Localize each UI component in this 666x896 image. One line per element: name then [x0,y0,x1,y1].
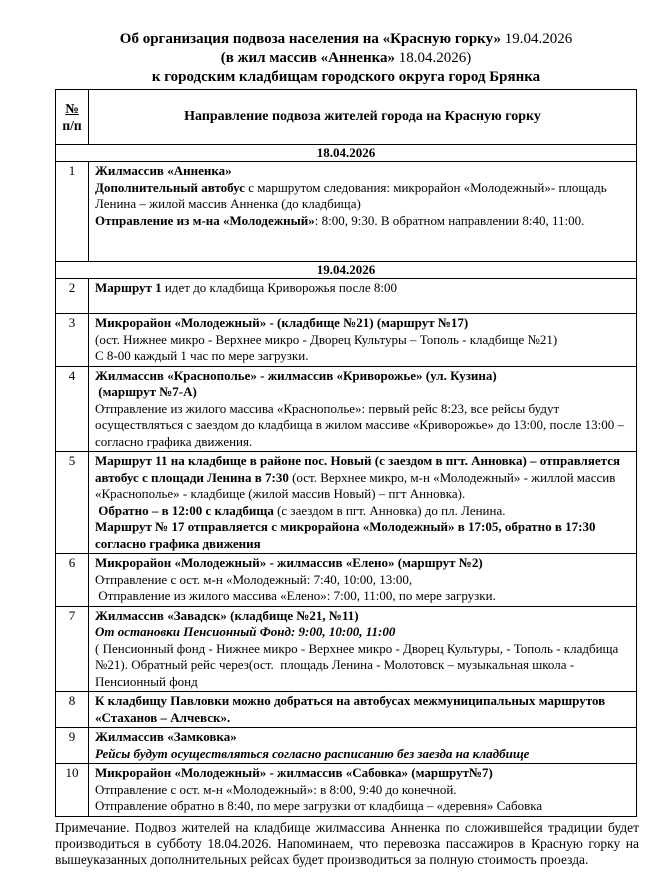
table-row [56,728,637,764]
route-paragraph [95,519,630,552]
body-text: с маршрутом следования: микрорайон «Молодежный»- площадь Ленина – жилой массив Анненка (до кладбища) [95,179,610,211]
doc-title [55,30,637,87]
bus-schedule-table [55,89,637,817]
bold-italic-text: Рейсы будут осуществляться согласно расписанию без заезда на кладбище [95,745,530,761]
route-paragraph [95,368,630,385]
row-number: 7 [56,606,89,692]
bold-text: Жилмассив «Краснополье» - жилмассив «Криворожье» (ул. Кузина) [95,367,497,383]
bold-text: Маршрут № 17 отправляется с микрорайона «Молодежный» в 17:05, обратно в 17:30 согласно графика движения [95,519,599,551]
table-header-row [56,90,637,145]
body-text: Отправление из жилого массива «Краснополье»: первый рейс 8:23, все рейсы будут осуществляться с заездом до кладбища в жилом массиве «Криворожье» до 13:00, после 13:00 – согласно графика движения. [95,400,628,449]
row-number: 9 [56,728,89,764]
row-number: 3 [56,314,89,367]
route-paragraph [95,608,630,625]
bold-text: Дополнительный автобус [95,179,246,195]
table-row [56,162,637,262]
title-bold-text: Об организация подвоза населения на «Красную горку» [119,31,505,47]
body-text: Отправление обратно в 8:40, по мере загрузки от кладбища – «деревня» Сабовка [95,798,543,813]
route-paragraph [95,163,630,180]
title-date-text: 19.04.2026 [504,31,573,47]
bold-text: Микрорайон «Молодежный» - (кладбище №21) (маршрут №17) [95,315,469,330]
row-number: 5 [56,452,89,554]
table-row [56,764,637,817]
route-paragraph [95,693,630,726]
row-content [89,764,637,817]
bold-text: Жилмассив «Анненка» [95,163,232,178]
table-row [56,366,637,452]
title-date-text: 18.04.2026) [398,50,472,66]
row-content [89,279,637,314]
footer-note: Примечание. Подвоз жителей на кладбище жилмассива Анненка по сложившейся традиции будет производиться в субботу 18.04.2026. Напоминаем, что перевозка пассажиров в Красную горку на вышеуказанных дополнительных рейсах будет производиться за полную стоимость проезда. [55,819,639,867]
route-paragraph [95,453,630,503]
route-paragraph [95,729,630,746]
table-row [56,314,637,367]
row-number: 1 [56,162,89,262]
italic-text: От остановки Пенсионный Фонд: 9:00, 10:00, 11:00 [95,624,396,639]
doc-title-line [55,30,637,49]
route-paragraph [95,624,630,641]
route-paragraph [95,765,630,782]
body-text: С 8-00 каждый 1 час по мере загрузки. [95,348,309,363]
doc-title-line [55,49,637,68]
route-paragraph [95,798,630,815]
table-row [56,554,637,607]
route-paragraph [95,332,630,349]
body-text: (ост. Верхнее микро, м-н «Молодежный» - жиллой массив «Краснополье» - кладбище (жилой массив Новый) – пгт Анновка). [95,469,619,501]
body-text: Отправление с ост. м-н «Молодежный»: в 8:00, 9:40 до конечной. [95,781,457,797]
date-band-label: 18.04.2026 [56,145,637,162]
bold-text: Обратно – в 12:00 с кладбища [95,502,278,518]
row-number: 8 [56,692,89,728]
table-row [56,452,637,554]
bold-text: Микрорайон «Молодежный» - жилмассив «Елено» (маршрут №2) [95,555,483,570]
bold-text: Жилмассив «Замковка» [95,729,237,744]
body-text: ( Пенсионный фонд - Нижнее микро - Верхнее микро - Дворец Культуры, - Тополь - кладбища №21). Обратный рейс через(ост. площадь Ленина - Молотовск – музыкальная школа - Пенсионный фонд [95,640,622,689]
body-text: Отправление из жилого массива «Елено»: 7:00, 11:00, по мере загрузки. [95,588,496,603]
row-content [89,366,637,452]
route-paragraph [95,401,630,451]
row-content [89,162,637,262]
route-paragraph [95,572,630,589]
row-content [89,314,637,367]
route-paragraph [95,746,630,763]
route-paragraph [95,588,630,605]
route-paragraph [95,555,630,572]
route-paragraph [95,348,630,365]
doc-title-line [55,68,637,87]
row-number: 10 [56,764,89,817]
header-num-symbol: № [65,101,79,116]
title-bold-text: к городским кладбищам городского округа город Брянка [151,69,541,85]
table-row [56,606,637,692]
row-number: 6 [56,554,89,607]
route-paragraph [95,180,630,213]
header-direction-cell: Направление подвоза жителей города на Красную горку [89,90,637,145]
row-content [89,452,637,554]
route-paragraph [95,641,630,691]
body-text: Отправление с ост. м-н «Молодежный: 7:40, 10:00, 13:00, [95,571,413,587]
body-text: (ост. Нижнее микро - Верхнее микро - Дворец Культуры – Тополь - кладбище №21) [95,331,558,347]
row-number: 4 [56,366,89,452]
bold-text: К кладбищу Павловки можно добраться на автобусах межмуниципальных маршрутов «Стаханов – Алчевск». [95,693,609,725]
bold-text: Маршрут 11 на кладбище в районе пос. Новый (с заездом в пгт. Анновка) – отправляется автобус с площади Ленина в 7:30 [95,453,624,485]
row-number: 2 [56,279,89,314]
row-content [89,692,637,728]
bold-text: Отправление из м-на «Молодежный» [95,212,315,228]
table-row [56,692,637,728]
row-content [89,554,637,607]
bold-text: Жилмассив «Завадск» (кладбище №21, №11) [95,607,359,623]
bold-text: (маршрут №7-А) [95,384,197,399]
body-text: : 8:00, 9:30. В обратном направлении 8:40, 11:00. [314,212,585,228]
body-text: идет до кладбища Криворожья после 8:00 [161,280,398,295]
route-paragraph [95,213,630,230]
title-bold-text: (в жил массив «Анненка» [220,50,399,66]
route-paragraph [95,315,630,332]
row-content [89,606,637,692]
route-paragraph [95,782,630,799]
route-paragraph [95,280,630,297]
date-band-label: 19.04.2026 [56,262,637,279]
route-paragraph [95,384,630,401]
date-band-row [56,145,637,162]
row-content [89,728,637,764]
date-band-row [56,262,637,279]
bold-text: Маршрут 1 [95,280,162,295]
route-paragraph [95,503,630,520]
body-text: (с заездом в пгт. Анновка) до пл. Ленина. [277,502,506,518]
header-num-label: п/п [62,118,82,133]
bold-text: Микрорайон «Молодежный» - жилмассив «Сабовка» (маршрут№7) [95,765,493,780]
header-num-cell [56,90,89,145]
table-row [56,279,637,314]
